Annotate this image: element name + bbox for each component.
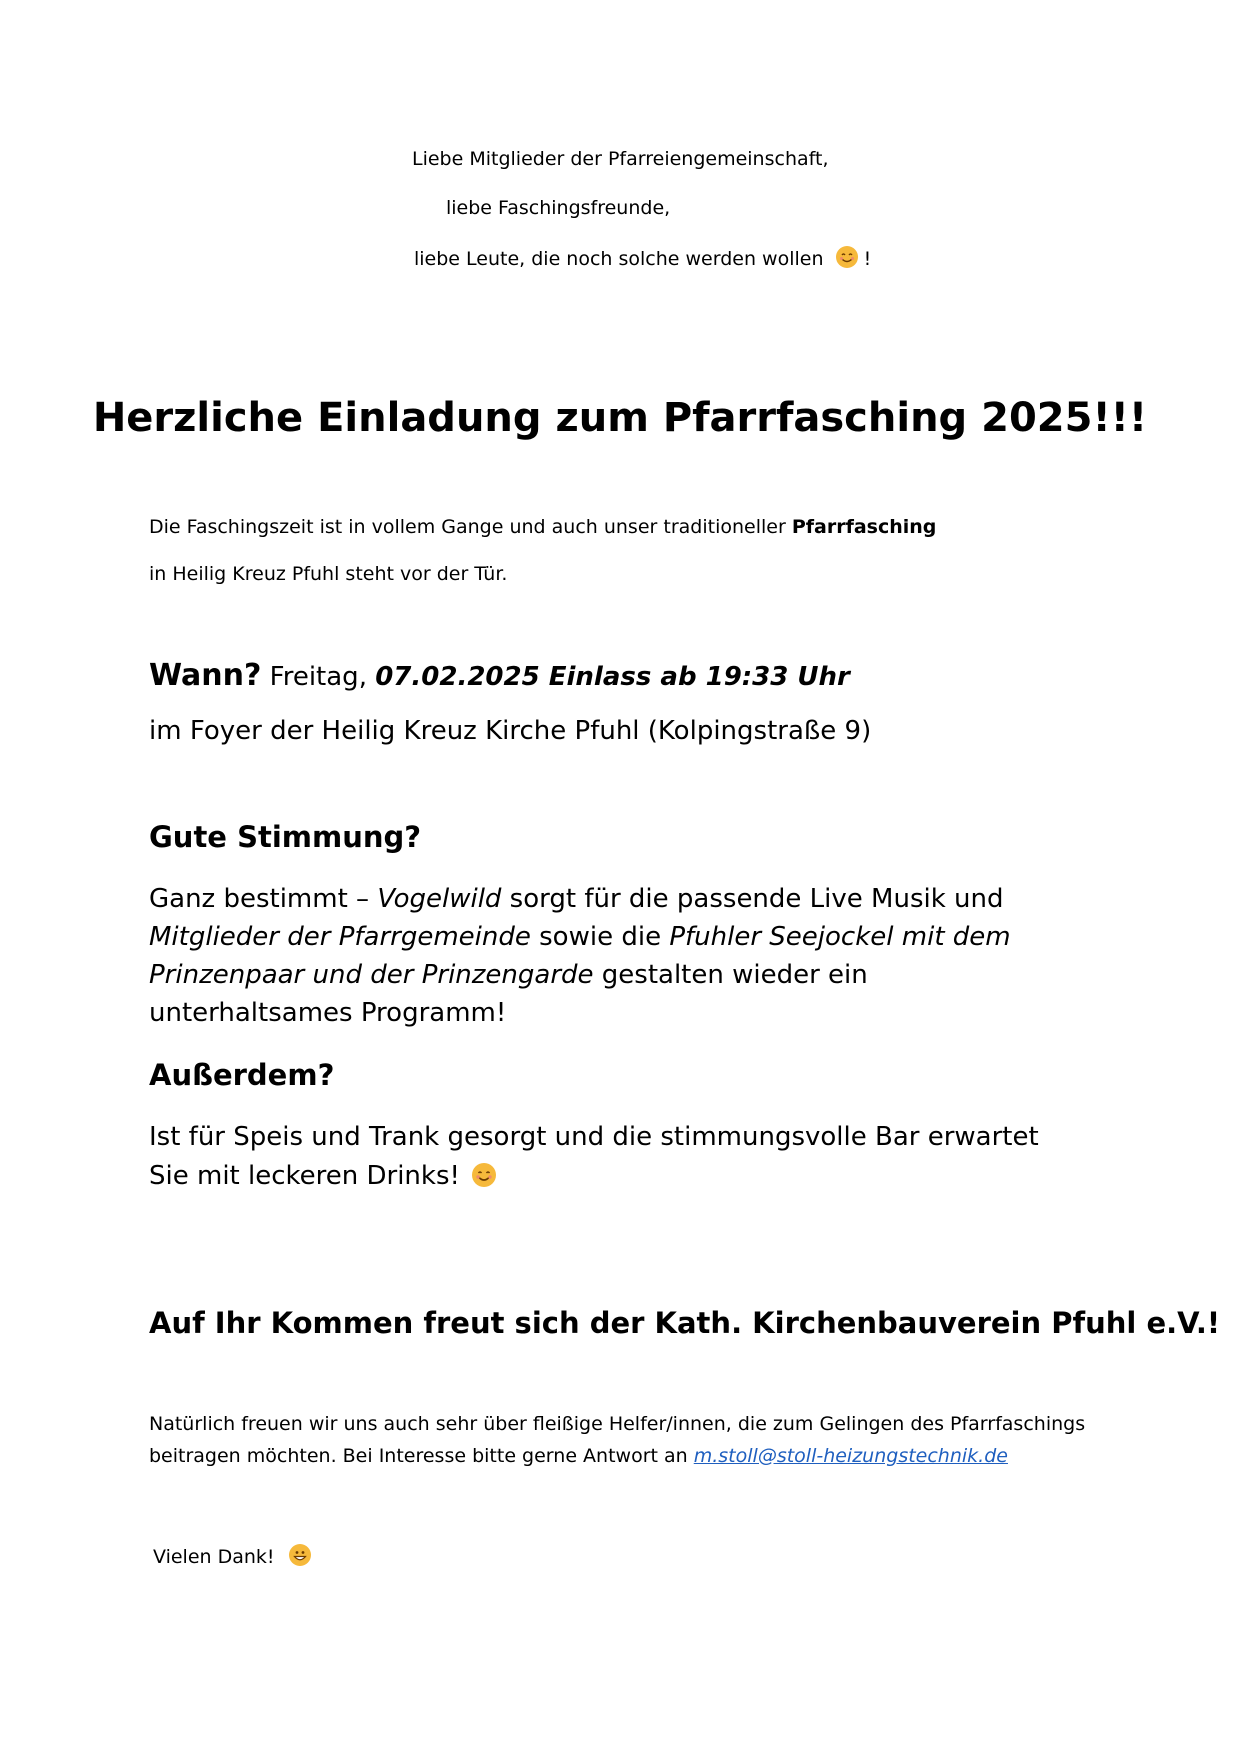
stimmung-text-1: Ganz bestimmt – [149, 884, 378, 914]
wann-day: Freitag, [261, 662, 376, 692]
stimmung-vogelwild: Vogelwild [377, 884, 502, 914]
intro-text: Die Faschingszeit ist in vollem Gange und auch unser traditioneller [149, 516, 792, 538]
smiling-face-icon [836, 246, 858, 268]
intro-bold-pfarrfasching: Pfarrfasching [791, 516, 937, 538]
stimmung-mitglieder: Mitglieder der Pfarrgemeinde [149, 922, 531, 952]
ausserdem-text: Ist für Speis und Trank gesorgt und die stimmungsvolle Bar erwartet Sie mit leckeren Drinks! [149, 1122, 1039, 1191]
wann-heading: Wann? [149, 658, 262, 693]
thanks-text: Vielen Dank! [153, 1546, 275, 1568]
stimmung-heading: Gute Stimmung? [149, 820, 422, 854]
stimmung-seejockel: Pfuhler Seejockel mit dem Prinzenpaar und der Prinzengarde [149, 922, 1011, 990]
ausserdem-heading: Außerdem? [149, 1058, 335, 1092]
intro-line-1 [149, 516, 936, 538]
thanks-line [153, 1544, 311, 1568]
helpers-paragraph [149, 1408, 1089, 1472]
wann-line [149, 658, 850, 693]
wann-location: im Foyer der Heilig Kreuz Kirche Pfuhl (Kolpingstraße 9) [149, 716, 872, 746]
smiling-face-icon [472, 1163, 496, 1187]
stimmung-text-4: gestalten wieder ein unterhaltsames Programm! [149, 960, 868, 1028]
intro-line-2: in Heilig Kreuz Pfuhl steht vor der Tür. [149, 563, 508, 585]
ausserdem-paragraph [149, 1118, 1079, 1196]
stimmung-paragraph [149, 880, 1079, 1032]
grinning-face-icon [289, 1544, 311, 1566]
page-title: Herzliche Einladung zum Pfarrfasching 2025!!! [92, 395, 1148, 441]
stimmung-text-2: sorgt für die passende Live Musik und [501, 884, 1004, 914]
greeting-line-3-text: liebe Leute, die noch solche werden wollen [414, 248, 824, 270]
greeting-line-2: liebe Faschingsfreunde, [446, 197, 671, 219]
helpers-text: Natürlich freuen wir uns auch sehr über fleißige Helfer/innen, die zum Gelingen des Pfarrfaschings beitragen möchten. Bei Interesse bitte gerne Antwort an [149, 1413, 1086, 1467]
greeting-line-3 [414, 246, 871, 270]
stimmung-text-3: sowie die [530, 922, 670, 952]
wann-datetime: 07.02.2025 Einlass ab 19:33 Uhr [375, 662, 850, 692]
email-link[interactable]: m.stoll@stoll-heizungstechnik.de [693, 1445, 1008, 1467]
greeting-line-3-end: ! [863, 248, 872, 270]
greeting-line-1: Liebe Mitglieder der Pfarreiengemeinschaft, [412, 148, 829, 170]
closing-line: Auf Ihr Kommen freut sich der Kath. Kirchenbauverein Pfuhl e.V.! [149, 1306, 1221, 1340]
